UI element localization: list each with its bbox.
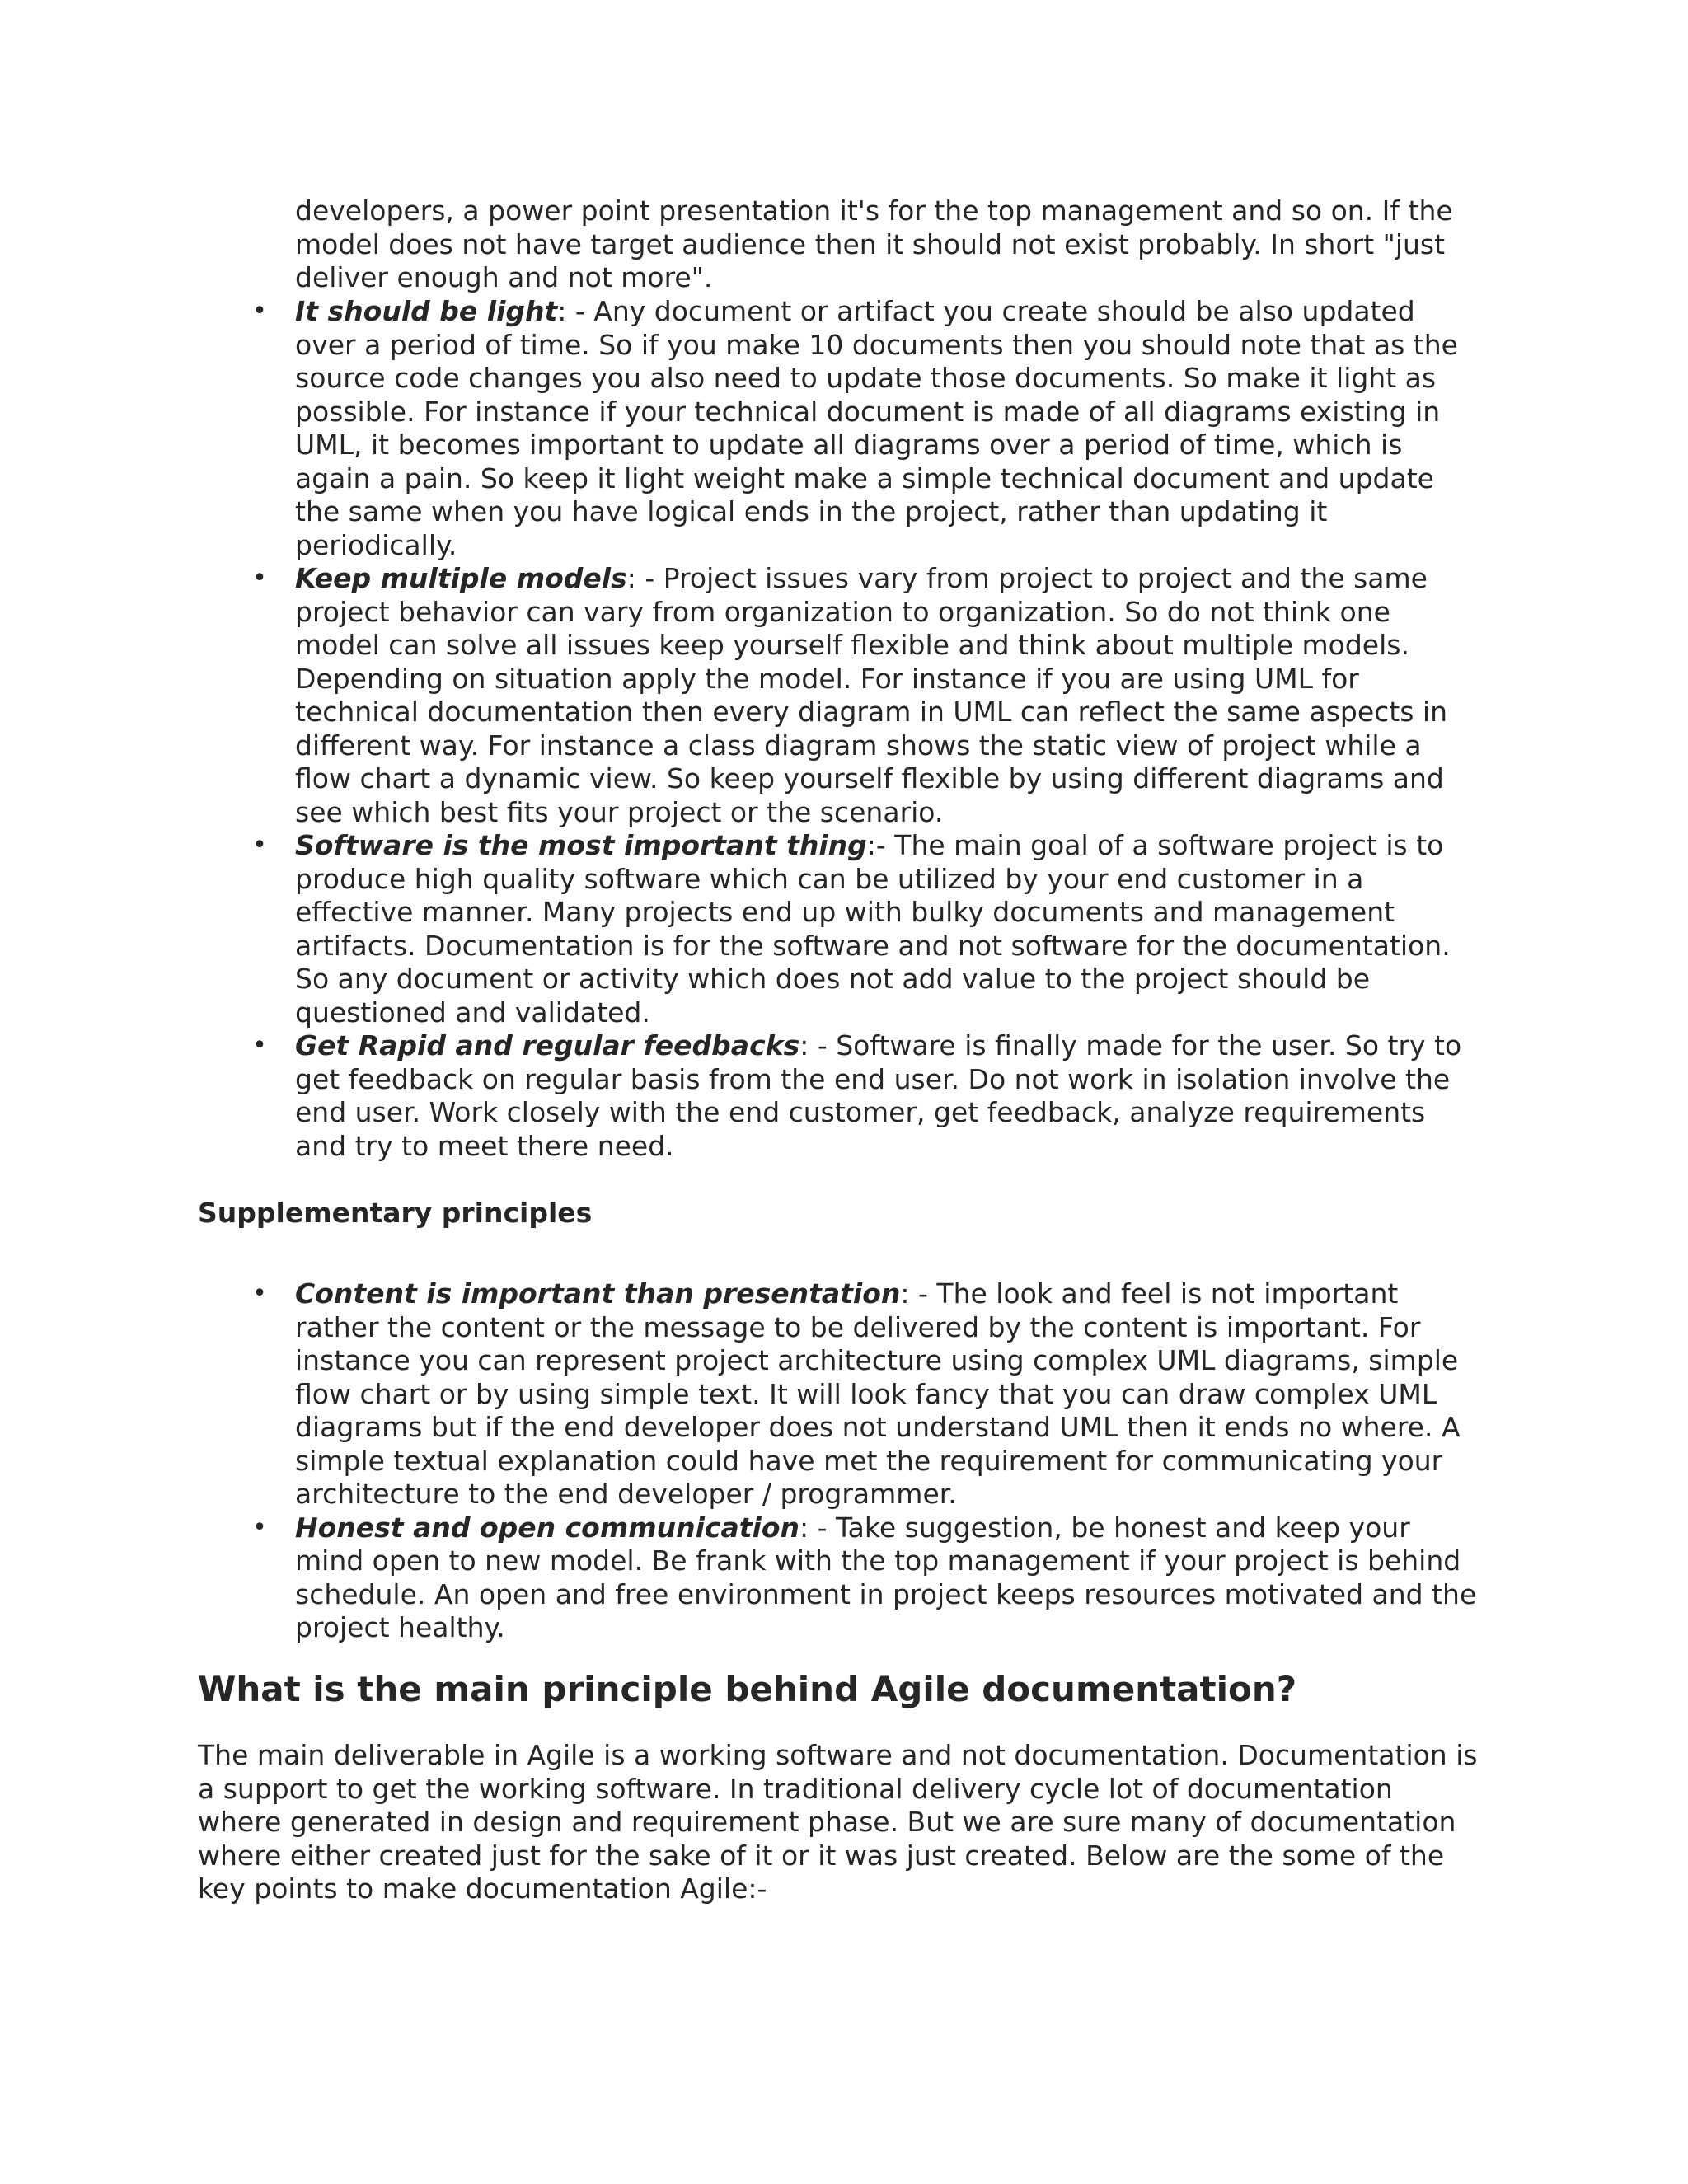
principle-term: Get Rapid and regular feedbacks [295,1029,800,1062]
bullet-icon: • [252,831,267,860]
principle-text: :- The main goal of a software project is to produce high quality software which can be utilized by your end customer in a effective manner. Many projects end up with bulky documents and management artifacts. Documentation is for the software and not software for the documentation. So any document or activity which does not add value to the project should be questioned and validated. [295,829,1451,1029]
principle-text: : - The look and feel is not important rather the content or the message to be delivered by the content is important. For instance you can represent project architecture using complex UML diagrams, simple flow chart or by using simple text. It will look fancy that you can draw complex UML diagrams but if the end developer does not understand UML then it ends no where. A simple textual explanation could have met the requirement for communicating your architecture to the end developer / programmer. [295,1277,1461,1510]
continuation-paragraph: developers, a power point presentation it's for the top management and so on. If the model does not have target audience then it should not exist probably. In short "just deliver enough and not more". [295,194,1453,293]
list-item [0,829,1482,1029]
supplementary-principles-heading: Supplementary principles [198,1197,593,1229]
principle-term: Content is important than presentation [295,1277,901,1310]
principle-term: Software is the most important thing [295,829,867,861]
principle-term: It should be light [295,295,558,327]
principle-text: : - Take suggestion, be honest and keep your mind open to new model. Be frank with the top management if your project is behind schedule. An open and free environment in project keeps resources motivated and the project healthy. [295,1511,1477,1643]
supplementary-principles-list [0,1277,1688,1645]
principle-text: : - Software is finally made for the user. So try to get feedback on regular basis from the end user. Do not work in isolation involve the end user. Work closely with the end customer, get feedback, analyze requirements and try to meet there need. [295,1029,1462,1162]
list-item [0,1277,1482,1511]
bullet-icon: • [252,297,267,326]
principle-text: : - Any document or artifact you create should be also updated over a period of time. So if you make 10 documents then you should note that as the source code changes you also need to update those documents. So make it light as possible. For instance if your technical document is made of all diagrams existing in UML, it becomes important to update all diagrams over a period of time, which is again a pain. So keep it light weight make a simple technical document and update the same when you have logical ends in the project, rather than updating it periodically. [295,295,1458,561]
bullet-icon: • [252,1031,267,1060]
list-item [0,562,1482,829]
section-heading: What is the main principle behind Agile documentation? [198,1669,1297,1709]
bullet-icon: • [252,564,267,593]
principle-text: : - Project issues vary from project to project and the same project behavior can vary from organization to organization. So do not think one model can solve all issues keep yourself flexible and think about multiple models. Depending on situation apply the model. For instance if you are using UML for technical documentation then every diagram in UML can reflect the same aspects in different way. For instance a class diagram shows the static view of project while a flow chart a dynamic view. So keep yourself flexible by using different diagrams and see which best fits your project or the scenario. [295,562,1447,828]
list-item [0,295,1482,562]
core-principles-list [0,295,1688,1163]
principle-term: Honest and open communication [295,1511,799,1544]
bullet-icon: • [252,1512,267,1542]
list-item [0,1511,1482,1645]
principle-term: Keep multiple models [295,562,627,594]
list-item [0,1029,1482,1163]
section-body-paragraph: The main deliverable in Agile is a working software and not documentation. Documentation is a support to get the working software. In traditional delivery cycle lot of documentation where generated in design and requirement phase. But we are sure many of documentation where either created just for the sake of it or it was just created. Below are the some of the key points to make documentation Agile:- [198,1739,1478,1905]
bullet-icon: • [252,1279,267,1308]
